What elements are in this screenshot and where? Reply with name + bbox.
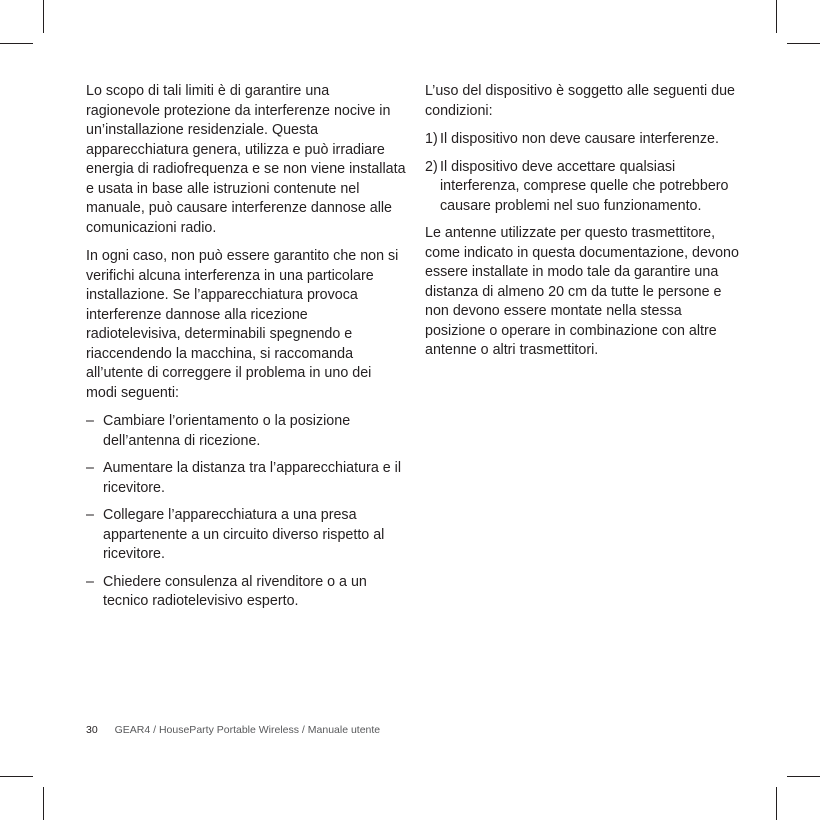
paragraph: L’uso del dispositivo è soggetto alle seguenti due condizioni:: [425, 83, 735, 119]
crop-mark: [776, 787, 777, 820]
paragraph: In ogni caso, non può essere garantito che non si verifichi alcuna interferenza in una particolare installazione. Se l’apparecchiatura provoca interferenze dannose alla ricezione radiotelevisiva, determinabili spegnendo e riaccendendo la macchina, si raccomanda all’utente di correggere il problema in uno dei modi seguenti:: [86, 248, 399, 401]
paragraph: Lo scopo di tali limiti è di garantire una ragionevole protezione da interferenze nocive in un’installazione residenziale. Questa apparecchiatura genera, utilizza e può irradiare energia di radiofrequenza e se non viene installata e usata in base alle istruzioni contenute nel manuale, può causare interferenze dannose alle comunicazioni radio.: [86, 83, 406, 236]
list-item-text: Aumentare la distanza tra l’apparecchiatura e il ricevitore.: [103, 460, 402, 496]
crop-mark: [787, 43, 820, 44]
dash-bullet: –: [86, 413, 94, 429]
numbered-item: [425, 130, 745, 150]
numbered-item-text: Il dispositivo non deve causare interferenze.: [440, 131, 719, 147]
paragraph: Le antenne utilizzate per questo trasmettitore, come indicato in questa documentazione, devono essere installate in modo tale da garantire una distanza di almeno 20 cm da tutte le persone e non devono essere montate nella stessa posizione o operare in combinazione con altre antenne o altri trasmettitori.: [425, 225, 739, 358]
right-column: [425, 82, 745, 370]
crop-mark: [43, 787, 44, 820]
page-number: 30: [86, 724, 98, 736]
number-marker: 1): [425, 131, 438, 147]
list-item: [86, 459, 406, 498]
crop-mark: [787, 776, 820, 777]
list-item: [86, 412, 406, 451]
number-marker: 2): [425, 158, 438, 175]
list-item-text: Collegare l’apparecchiatura a una presa appartenente a un circuito diverso rispetto al ricevitore.: [103, 507, 385, 562]
crop-mark: [0, 776, 33, 777]
page-footer: [86, 724, 380, 736]
crop-mark: [0, 43, 33, 44]
numbered-item: [425, 158, 745, 217]
crop-mark: [43, 0, 44, 33]
document-title: GEAR4 / HouseParty Portable Wireless / Manuale utente: [114, 724, 381, 736]
left-column: [86, 82, 406, 620]
list-item: [86, 573, 406, 612]
dash-bullet: –: [86, 460, 94, 476]
crop-mark: [776, 0, 777, 33]
list-item: [86, 506, 406, 565]
list-item-text: Cambiare l’orientamento o la posizione dell’antenna di ricezione.: [103, 413, 351, 449]
dash-bullet: –: [86, 573, 94, 590]
numbered-item-text: Il dispositivo deve accettare qualsiasi interferenza, comprese quelle che potrebbero causare problemi nel suo funzionamento.: [440, 158, 729, 214]
dash-bullet: –: [86, 507, 94, 523]
list-item-text: Chiedere consulenza al rivenditore o a un tecnico radiotelevisivo esperto.: [103, 573, 367, 609]
